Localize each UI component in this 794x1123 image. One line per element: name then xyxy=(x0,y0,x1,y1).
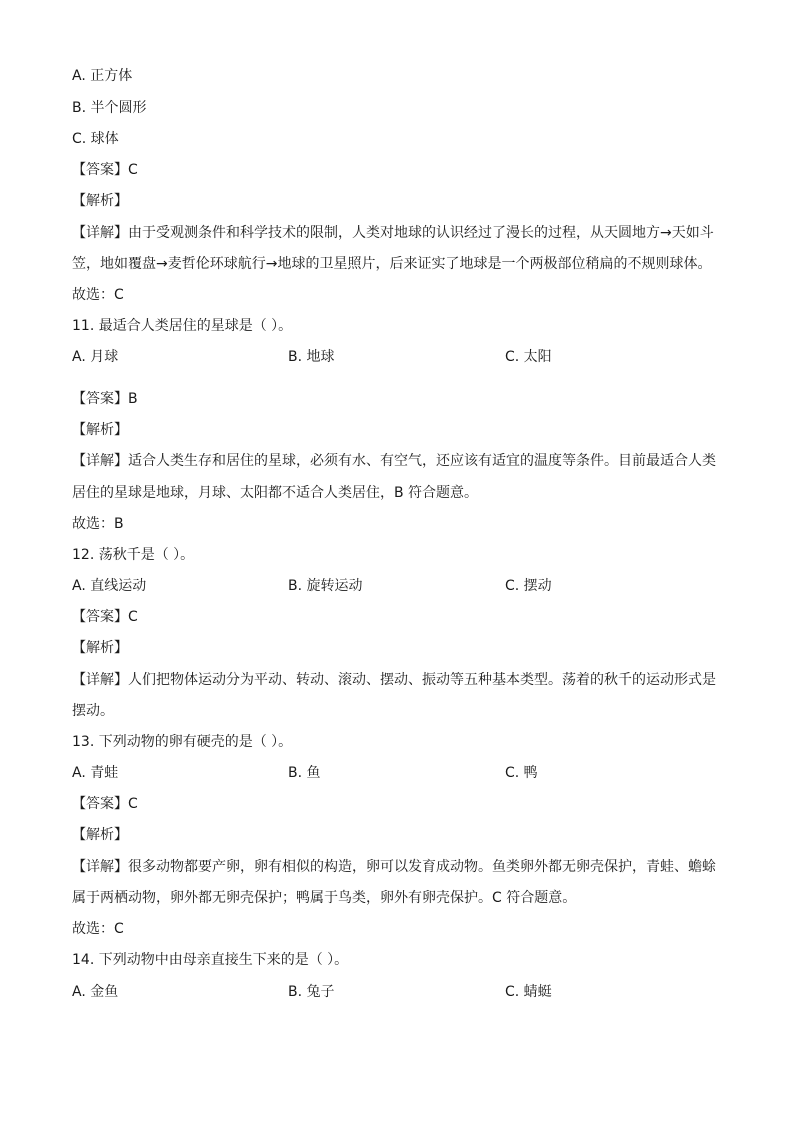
q13-detail-line-1: 【详解】很多动物都要产卵，卵有相似的构造，卵可以发育成动物。鱼类卵外都无卵壳保护，青蛙、蟾蜍 xyxy=(72,859,716,875)
q12-option-b: B. 旋转运动 xyxy=(288,578,363,594)
q11-answer: 【答案】B xyxy=(72,391,138,407)
q12-detail-line-2: 摆动。 xyxy=(72,703,114,719)
q13-question: 13. 下列动物的卵有硬壳的是（ ）。 xyxy=(72,734,293,750)
q14-option-a: A. 金鱼 xyxy=(72,984,119,1000)
q10-answer: 【答案】C xyxy=(72,162,138,178)
q10-detail-line-1: 【详解】由于受观测条件和科学技术的限制，人类对地球的认识经过了漫长的过程，从天圆地方→天如斗 xyxy=(72,225,714,241)
q10-option-a: A. 正方体 xyxy=(72,68,133,84)
q10-option-c: C. 球体 xyxy=(72,131,119,147)
q11-detail-line-1: 【详解】适合人类生存和居住的星球，必须有水、有空气，还应该有适宜的温度等条件。目前最适合人类 xyxy=(72,453,716,469)
q10-option-b: B. 半个圆形 xyxy=(72,100,147,116)
q13-answer: 【答案】C xyxy=(72,796,138,812)
q13-detail-line-2: 属于两栖动物，卵外都无卵壳保护；鸭属于鸟类，卵外有卵壳保护。C 符合题意。 xyxy=(72,890,577,906)
q10-analysis-label: 【解析】 xyxy=(72,193,128,209)
q11-question: 11. 最适合人类居住的星球是（ ）。 xyxy=(72,318,293,334)
q12-analysis-label: 【解析】 xyxy=(72,640,128,656)
q12-option-a: A. 直线运动 xyxy=(72,578,147,594)
q11-option-a: A. 月球 xyxy=(72,349,119,365)
q11-conclusion: 故选：B xyxy=(72,516,124,532)
q14-option-c: C. 蜻蜓 xyxy=(505,984,552,1000)
q13-option-a: A. 青蛙 xyxy=(72,765,119,781)
q12-answer: 【答案】C xyxy=(72,609,138,625)
q11-analysis-label: 【解析】 xyxy=(72,422,128,438)
q12-detail-line-1: 【详解】人们把物体运动分为平动、转动、滚动、摆动、振动等五种基本类型。荡着的秋千的运动形式是 xyxy=(72,672,716,688)
q13-conclusion: 故选：C xyxy=(72,921,124,937)
q11-option-b: B. 地球 xyxy=(288,349,335,365)
q13-option-b: B. 鱼 xyxy=(288,765,321,781)
q11-detail-line-2: 居住的星球是地球，月球、太阳都不适合人类居住，B 符合题意。 xyxy=(72,485,479,501)
q13-analysis-label: 【解析】 xyxy=(72,827,128,843)
q13-option-c: C. 鸭 xyxy=(505,765,538,781)
q11-option-c: C. 太阳 xyxy=(505,349,552,365)
q14-option-b: B. 兔子 xyxy=(288,984,335,1000)
q10-detail-line-2: 笠，地如覆盘→麦哲伦环球航行→地球的卫星照片，后来证实了地球是一个两极部位稍扁的不规则球体。 xyxy=(72,256,712,272)
q12-option-c: C. 摆动 xyxy=(505,578,552,594)
q12-question: 12. 荡秋千是（ ）。 xyxy=(72,547,195,563)
q14-question: 14. 下列动物中由母亲直接生下来的是（ ）。 xyxy=(72,952,349,968)
q10-conclusion: 故选：C xyxy=(72,287,124,303)
